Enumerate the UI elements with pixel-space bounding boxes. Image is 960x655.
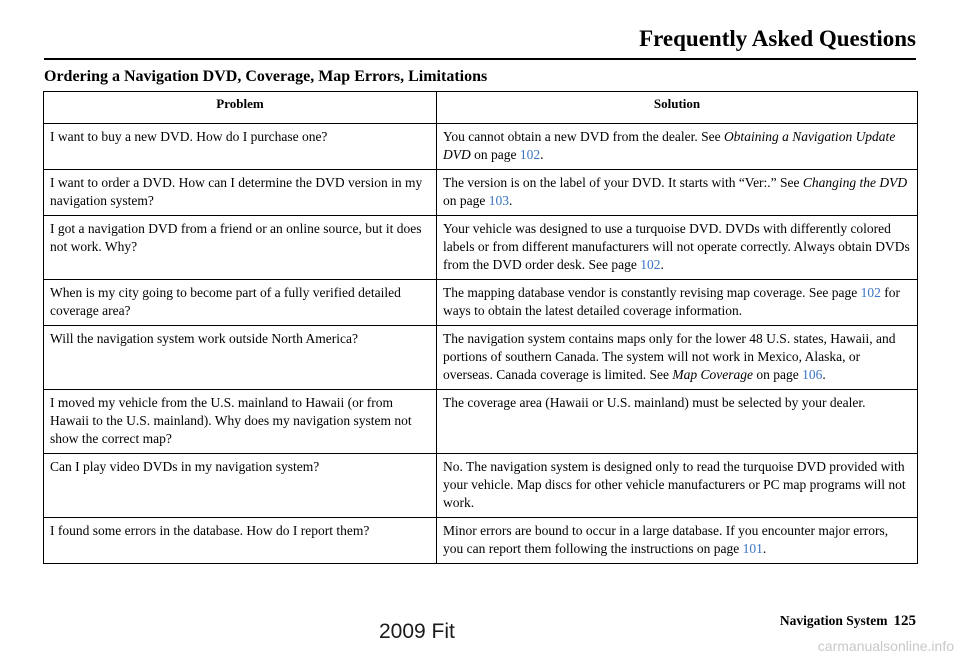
page-link[interactable]: 102	[519, 147, 541, 162]
solution-text: .	[762, 541, 767, 556]
watermark-site: carmanualsonline.info	[817, 638, 954, 654]
solution-text: .	[508, 193, 513, 208]
page-link[interactable]: 106	[802, 367, 823, 382]
table-row	[44, 326, 918, 390]
solution-cell	[437, 326, 918, 390]
solution-text: Your vehicle was designed to use a turquoise DVD. DVDs with differently colored labels or from different manufacturers will not operate correctly. Always obtain DVDs from the DVD order desk. See page	[443, 221, 910, 272]
solution-text: Minor errors are bound to occur in a large database. If you encounter major errors, you can report them following the instructions on page	[443, 523, 889, 556]
section-title: Ordering a Navigation DVD, Coverage, Map Errors, Limitations	[44, 68, 488, 85]
faq-table-body	[44, 124, 918, 564]
solution-text: The navigation system contains maps only for the lower 48 U.S. states, Hawaii, and portions of southern Canada. The system will not work in Mexico, Alaska, or overseas. Canada coverage is limited. See	[443, 331, 896, 382]
solution-text: on page	[470, 147, 520, 162]
table-row	[44, 518, 918, 564]
solution-cell	[437, 454, 918, 518]
problem-cell: Will the navigation system work outside North America?	[44, 326, 437, 390]
cross-reference-title: Changing the DVD	[802, 175, 908, 190]
page-link[interactable]: 103	[488, 193, 509, 208]
solution-text: .	[660, 257, 664, 272]
problem-cell: I want to buy a new DVD. How do I purchase one?	[44, 124, 437, 170]
page-header-title: Frequently Asked Questions	[639, 26, 916, 51]
solution-cell	[437, 518, 918, 564]
table-row	[44, 216, 918, 280]
column-header-solution: Solution	[437, 92, 918, 124]
solution-text: The coverage area (Hawaii or U.S. mainland) must be selected by your dealer.	[443, 395, 866, 410]
table-row	[44, 390, 918, 454]
solution-text: You cannot obtain a new DVD from the dealer. See	[443, 129, 724, 144]
solution-cell	[437, 216, 918, 280]
solution-cell	[437, 280, 918, 326]
solution-text: No. The navigation system is designed only to read the turquoise DVD provided with your vehicle. Map discs for other vehicle manufacturers or PC map programs will not work.	[443, 459, 906, 510]
problem-cell: I got a navigation DVD from a friend or an online source, but it does not work. Why?	[44, 216, 437, 280]
problem-cell: I want to order a DVD. How can I determine the DVD version in my navigation system?	[44, 170, 437, 216]
solution-text: for ways to obtain the latest detailed coverage information.	[443, 285, 900, 318]
problem-cell: Can I play video DVDs in my navigation system?	[44, 454, 437, 518]
table-row	[44, 454, 918, 518]
table-row	[44, 124, 918, 170]
table-header-row	[44, 92, 918, 124]
cross-reference-title: Map Coverage	[672, 367, 754, 382]
solution-text: on page	[753, 367, 803, 382]
header-divider	[44, 58, 916, 60]
footer-section-label: Navigation System	[779, 613, 888, 628]
page-link[interactable]: 102	[640, 257, 661, 272]
page-number: 125	[893, 613, 916, 629]
faq-table	[43, 91, 918, 564]
solution-text: The version is on the label of your DVD. It starts with “Ver:.” See	[443, 175, 803, 190]
solution-text: The mapping database vendor is constantly revising map coverage. See page	[443, 285, 861, 300]
solution-text: on page	[443, 193, 489, 208]
solution-cell	[437, 390, 918, 454]
footer	[780, 613, 916, 630]
problem-cell: When is my city going to become part of a fully verified detailed coverage area?	[44, 280, 437, 326]
problem-cell: I moved my vehicle from the U.S. mainland to Hawaii (or from Hawaii to the U.S. mainland). Why does my navigation system not show the correct map?	[44, 390, 437, 454]
cross-reference-title: Obtaining a Navigation Update DVD	[443, 129, 896, 162]
table-row	[44, 170, 918, 216]
page-link[interactable]: 102	[860, 285, 881, 300]
solution-cell	[437, 124, 918, 170]
solution-cell	[437, 170, 918, 216]
watermark-model: 2009 Fit	[379, 620, 455, 643]
table-row	[44, 280, 918, 326]
solution-text: .	[540, 147, 544, 162]
solution-text: .	[822, 367, 826, 382]
page-link[interactable]: 101	[742, 541, 763, 556]
problem-cell: I found some errors in the database. How do I report them?	[44, 518, 437, 564]
column-header-problem: Problem	[44, 92, 437, 124]
